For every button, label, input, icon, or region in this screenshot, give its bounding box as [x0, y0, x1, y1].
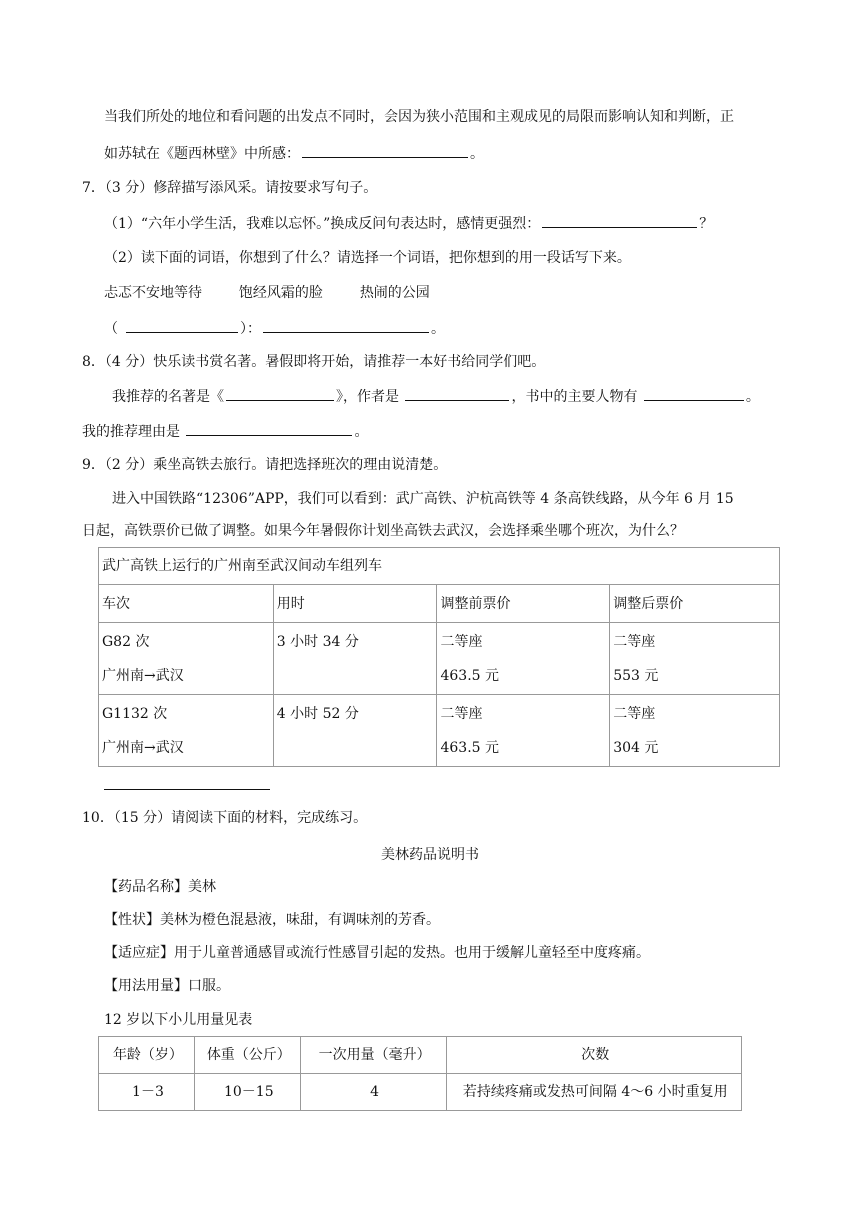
- price-value: 463.5 元: [440, 740, 500, 756]
- dose-cell: 4: [300, 1074, 446, 1111]
- seat-class: 二等座: [613, 634, 656, 650]
- q7-answer-mid: ）：: [240, 321, 261, 337]
- answer-blank[interactable]: [542, 213, 697, 228]
- price-value: 463.5 元: [440, 668, 500, 684]
- drug-property: 【性状】美林为橙色混悬液，味甜，有调味剂的芳香。: [104, 912, 440, 928]
- answer-blank[interactable]: [644, 386, 744, 401]
- intro-line-1: 当我们所处的地位和看问题的出发点不同时，会因为狭小范围和主观成见的局限而影响认知和判断，正: [104, 109, 734, 125]
- dose-table: [98, 1036, 742, 1111]
- q7-sub1: [104, 213, 713, 234]
- header-cell: 调整后票价: [610, 585, 780, 623]
- q7-sub2: （2）读下面的词语，你想到了什么？请选择一个词语，把你想到的用一段话写下来。: [104, 250, 631, 266]
- seat-class: 二等座: [613, 706, 656, 722]
- train-route: 广州南→武汉: [102, 740, 184, 756]
- q10-title: 10．（15 分）请阅读下面的材料，完成练习。: [82, 810, 368, 826]
- answer-blank[interactable]: [104, 789, 270, 790]
- before-price-cell: [437, 695, 610, 767]
- q8-text-a: 我推荐的名著是《: [112, 389, 224, 405]
- train-number: G82 次: [102, 634, 150, 650]
- intro-line-2-text: 如苏轼在《题西林壁》中所感：: [104, 146, 300, 162]
- q9-para-2: 日起，高铁票价已做了调整。如果今年暑假你计划坐高铁去武汉，会选择乘坐哪个班次，为什么？: [82, 523, 684, 539]
- q8-text-reason: 我的推荐理由是: [82, 424, 180, 440]
- header-cell: 年龄（岁）: [99, 1037, 195, 1074]
- train-table: [98, 547, 780, 767]
- header-cell: 一次用量（毫升）: [300, 1037, 446, 1074]
- before-price-cell: [437, 623, 610, 695]
- q7-title: 7．（3 分）修辞描写添风采。请按要求写句子。: [82, 180, 378, 196]
- answer-blank[interactable]: [263, 318, 429, 333]
- header-cell: 调整前票价: [437, 585, 610, 623]
- q8-title: 8．（4 分）快乐读书赏名著。暑假即将开始，请推荐一本好书给同学们吧。: [82, 354, 546, 370]
- table-header-row: [99, 585, 780, 623]
- weight-cell: 10－15: [194, 1074, 300, 1111]
- train-cell: [99, 623, 274, 695]
- q7-answer-end: 。: [431, 321, 445, 337]
- seat-class: 二等座: [440, 634, 483, 650]
- answer-blank[interactable]: [405, 386, 509, 401]
- seat-class: 二等座: [440, 706, 483, 722]
- header-cell: 体重（公斤）: [194, 1037, 300, 1074]
- header-cell: 车次: [99, 585, 274, 623]
- q7-words: [104, 283, 430, 303]
- word-option: 忐忑不安地等待: [104, 285, 202, 301]
- train-cell: [99, 695, 274, 767]
- q8-text-c: ，书中的主要人物有: [511, 389, 638, 405]
- duration-cell: 4 小时 52 分: [273, 695, 437, 767]
- table-caption: 武广高铁上运行的广州南至武汉间动车组列车: [99, 548, 780, 585]
- q8-text-end: 。: [354, 424, 369, 440]
- table-caption-row: [99, 548, 780, 585]
- q7-answer-line: [104, 318, 445, 339]
- answer-blank[interactable]: [226, 386, 334, 401]
- dose-note: 12 岁以下小儿用量见表: [104, 1012, 253, 1028]
- drug-name: 【药品名称】美林: [104, 879, 216, 895]
- word-option: 热闹的公园: [359, 285, 430, 301]
- train-route: 广州南→武汉: [102, 668, 184, 684]
- q8-text-b: 》，作者是: [336, 389, 399, 405]
- after-price-cell: [610, 623, 780, 695]
- price-value: 553 元: [613, 668, 659, 684]
- header-cell: 次数: [446, 1037, 742, 1074]
- duration-cell: 3 小时 34 分: [273, 623, 437, 695]
- answer-blank[interactable]: [302, 143, 468, 158]
- table-header-row: [99, 1037, 742, 1074]
- q7-sub1-end: ？: [699, 216, 714, 232]
- age-cell: 1－3: [99, 1074, 195, 1111]
- q9-para-1: 进入中国铁路“12306”APP，我们可以看到：武广高铁、沪杭高铁等 4 条高铁线路，从今年 6 月 15: [112, 491, 734, 507]
- answer-blank[interactable]: [186, 421, 352, 436]
- q9-title: 9．（2 分）乘坐高铁去旅行。请把选择班次的理由说清楚。: [82, 457, 448, 473]
- q8-line-2: [82, 421, 368, 442]
- intro-line-2: [104, 143, 484, 164]
- drug-indication: 【适应症】用于儿童普通感冒或流行性感冒引起的发热。也用于缓解儿童轻至中度疼痛。: [104, 945, 650, 961]
- header-cell: 用时: [273, 585, 437, 623]
- word-option: 饱经风霜的脸: [238, 285, 323, 301]
- q7-sub1-text: （1）“六年小学生活，我难以忘怀。”换成反问句表达时，感情更强烈：: [104, 216, 541, 232]
- doc-title: 美林药品说明书: [381, 847, 479, 863]
- table-row: [99, 1074, 742, 1111]
- intro-line-2-end: 。: [470, 146, 484, 162]
- train-number: G1132 次: [102, 706, 168, 722]
- after-price-cell: [610, 695, 780, 767]
- q8-text-d: 。: [745, 389, 760, 405]
- drug-usage: 【用法用量】口服。: [104, 978, 230, 994]
- frequency-cell: 若持续疼痛或发热可间隔 4～6 小时重复用: [446, 1074, 742, 1111]
- price-value: 304 元: [613, 740, 659, 756]
- q7-answer-open: （: [104, 321, 118, 337]
- answer-blank[interactable]: [126, 318, 238, 333]
- table-row: [99, 623, 780, 695]
- q8-line-1: [112, 386, 760, 407]
- table-row: [99, 695, 780, 767]
